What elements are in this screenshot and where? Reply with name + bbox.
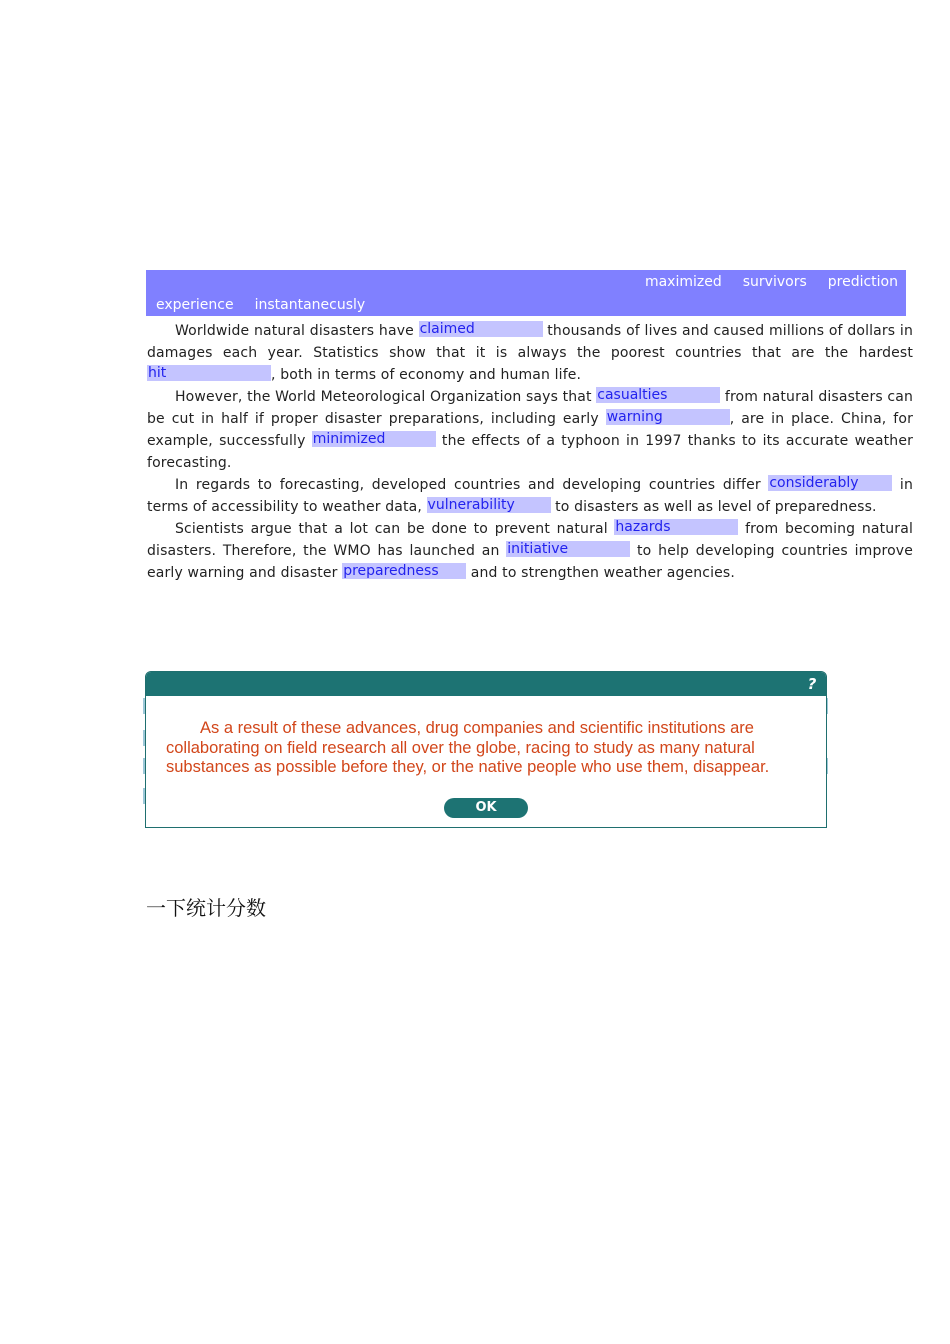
passage-paragraph bbox=[147, 518, 913, 584]
word-bank bbox=[146, 270, 906, 316]
word-bank-item[interactable]: survivors bbox=[742, 274, 807, 290]
passage-text: , are in place. China, for example, successfully bbox=[147, 411, 914, 449]
dialog-message-text: As a result of these advances, drug companies and scientific institutions are collaborating on field research all over the globe, racing to study as many natural substances as possible before they, or the native people who use them, disappear. bbox=[166, 719, 770, 776]
word-bank-item[interactable]: experience bbox=[156, 297, 234, 313]
passage-text: to disasters as well as level of preparedness. bbox=[550, 499, 877, 515]
message-dialog bbox=[145, 671, 827, 828]
ok-button[interactable]: OK bbox=[444, 798, 528, 818]
answer-blank[interactable]: claimed bbox=[419, 321, 543, 337]
exercise-passage bbox=[147, 320, 913, 584]
word-bank-row bbox=[645, 274, 898, 290]
answer-blank[interactable]: minimized bbox=[312, 431, 436, 447]
caption-text: 一下统计分数 bbox=[146, 896, 266, 920]
passage-paragraph bbox=[147, 474, 913, 518]
passage-text: However, the World Meteorological Organization says that bbox=[175, 389, 597, 405]
answer-blank[interactable]: hazards bbox=[614, 519, 738, 535]
passage-text: in terms of accessibility to weather data, bbox=[147, 477, 913, 515]
answer-blank[interactable]: considerably bbox=[768, 475, 892, 491]
passage-text: thousands of lives and caused millions of dollars in damages each year. Statistics show that it is always the poorest countries that are the hardest bbox=[147, 323, 913, 361]
answer-blank[interactable]: casualties bbox=[596, 387, 720, 403]
passage-text: In regards to forecasting, developed countries and developing countries differ bbox=[175, 477, 769, 493]
passage-text: to help developing countries improve early warning and disaster bbox=[147, 543, 913, 581]
passage-paragraph bbox=[147, 386, 913, 474]
answer-blank[interactable]: vulnerability bbox=[427, 497, 551, 513]
passage-paragraph bbox=[147, 320, 913, 386]
passage-text: Scientists argue that a lot can be done to prevent natural bbox=[175, 521, 615, 537]
dialog-title-bar bbox=[146, 672, 826, 696]
help-icon[interactable]: ? bbox=[807, 675, 817, 693]
passage-text: , both in terms of economy and human life. bbox=[271, 367, 582, 383]
word-bank-item[interactable]: maximized bbox=[644, 274, 722, 290]
dialog-message bbox=[166, 719, 806, 778]
answer-blank[interactable]: preparedness bbox=[342, 563, 466, 579]
word-bank-row bbox=[156, 297, 365, 313]
answer-blank[interactable]: initiative bbox=[506, 541, 630, 557]
word-bank-item[interactable]: prediction bbox=[827, 274, 898, 290]
answer-blank[interactable]: warning bbox=[606, 409, 730, 425]
answer-blank[interactable]: hit bbox=[147, 365, 271, 381]
passage-text: from becoming natural disasters. Therefore, the WMO has launched an bbox=[147, 521, 913, 559]
word-bank-item[interactable]: instantanecusly bbox=[254, 297, 366, 313]
passage-text: and to strengthen weather agencies. bbox=[466, 565, 735, 581]
passage-text: from natural disasters can be cut in half if proper disaster preparations, including early bbox=[147, 389, 914, 427]
passage-text: Worldwide natural disasters have bbox=[175, 323, 419, 339]
passage-text: the effects of a typhoon in 1997 thanks to its accurate weather forecasting. bbox=[147, 433, 913, 471]
